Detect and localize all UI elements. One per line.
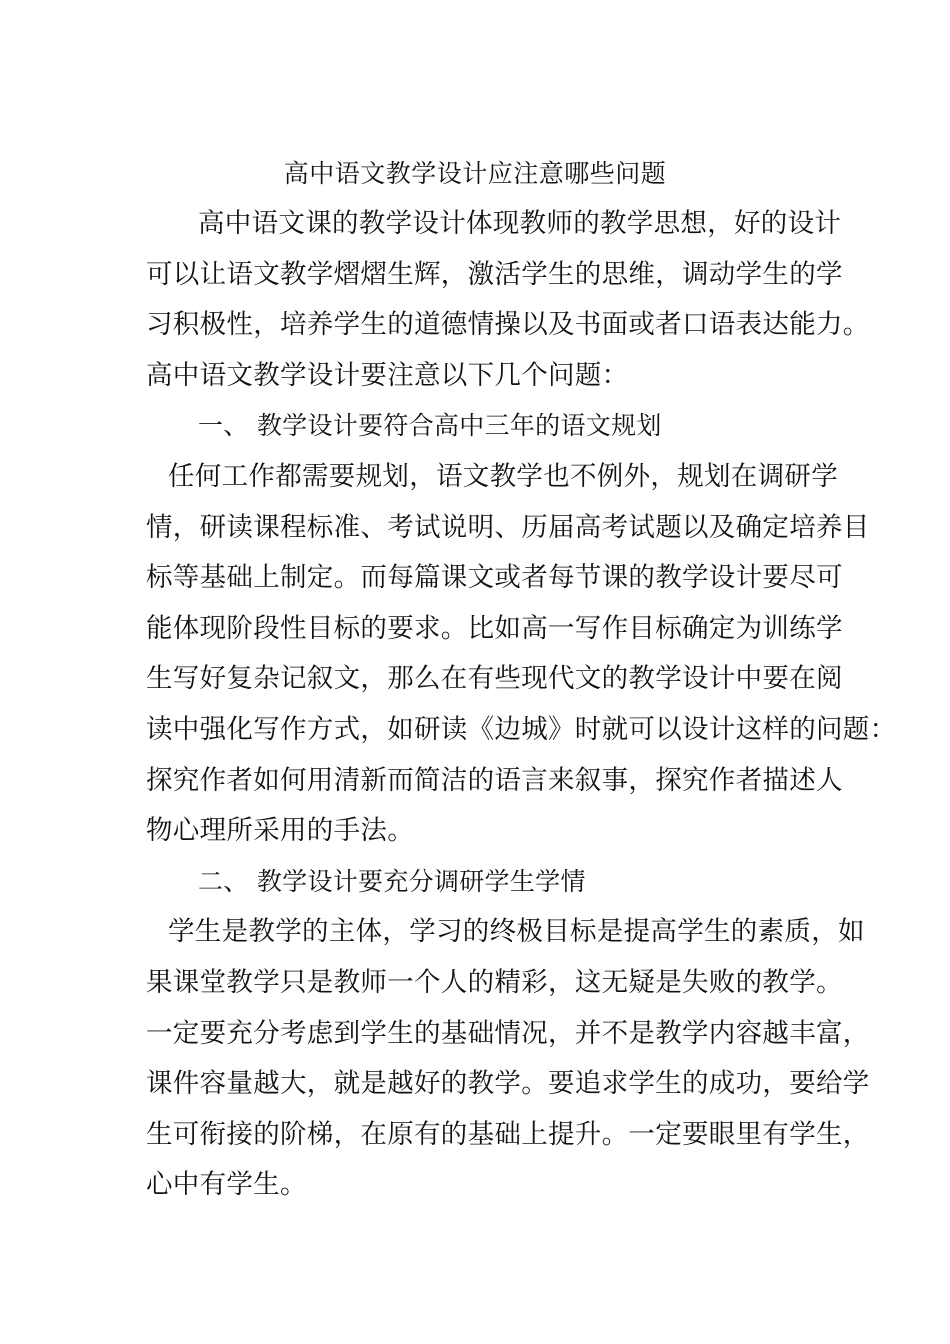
- paragraph-line: 标等基础上制定。而每篇课文或者每节课的教学设计要尽可: [146, 562, 843, 594]
- document-title: 高中语文教学设计应注意哪些问题: [283, 159, 667, 188]
- paragraph-line: 高中语文课的教学设计体现教师的教学思想，好的设计: [198, 208, 842, 239]
- paragraph-line: 生写好复杂记叙文，那么在有些现代文的教学设计中要在阅: [146, 663, 843, 695]
- paragraph-line: 一定要充分考虑到学生的基础情况，并不是教学内容越丰富，: [146, 1017, 870, 1049]
- paragraph-line: 习积极性，培养学生的道德情操以及书面或者口语表达能力。: [146, 309, 870, 341]
- paragraph-line: 生可衔接的阶梯，在原有的基础上提升。一定要眼里有学生，: [146, 1118, 870, 1150]
- paragraph-line: 探究作者如何用清新而简洁的语言来叙事，探究作者描述人: [146, 764, 843, 796]
- paragraph-line: 情，研读课程标准、考试说明、历届高考试题以及确定培养目: [146, 511, 870, 543]
- paragraph-line: 高中语文教学设计要注意以下几个问题：: [146, 359, 629, 391]
- section-heading-1: 一、 教学设计要符合高中三年的语文规划: [198, 411, 662, 441]
- paragraph-line: 可以让语文教学熠熠生辉，激活学生的思维，调动学生的学: [146, 258, 843, 290]
- paragraph-line: 任何工作都需要规划，语文教学也不例外，规划在调研学: [168, 460, 838, 492]
- paragraph-line: 心中有学生。: [146, 1169, 307, 1201]
- paragraph-line: 物心理所采用的手法。: [146, 815, 414, 847]
- paragraph-line: 学生是教学的主体，学习的终极目标是提高学生的素质，如: [168, 916, 865, 948]
- paragraph-line: 果课堂教学只是教师一个人的精彩，这无疑是失败的教学。: [146, 966, 843, 998]
- paragraph-line: 能体现阶段性目标的要求。比如高一写作目标确定为训练学: [146, 612, 843, 644]
- section-heading-2: 二、 教学设计要充分调研学生学情: [198, 866, 586, 896]
- paragraph-line: 读中强化写作方式，如研读《边城》时就可以设计这样的问题：: [146, 713, 897, 745]
- paragraph-line: 课件容量越大，就是越好的教学。要追求学生的成功，要给学: [146, 1068, 870, 1100]
- document-body: [146, 205, 897, 1217]
